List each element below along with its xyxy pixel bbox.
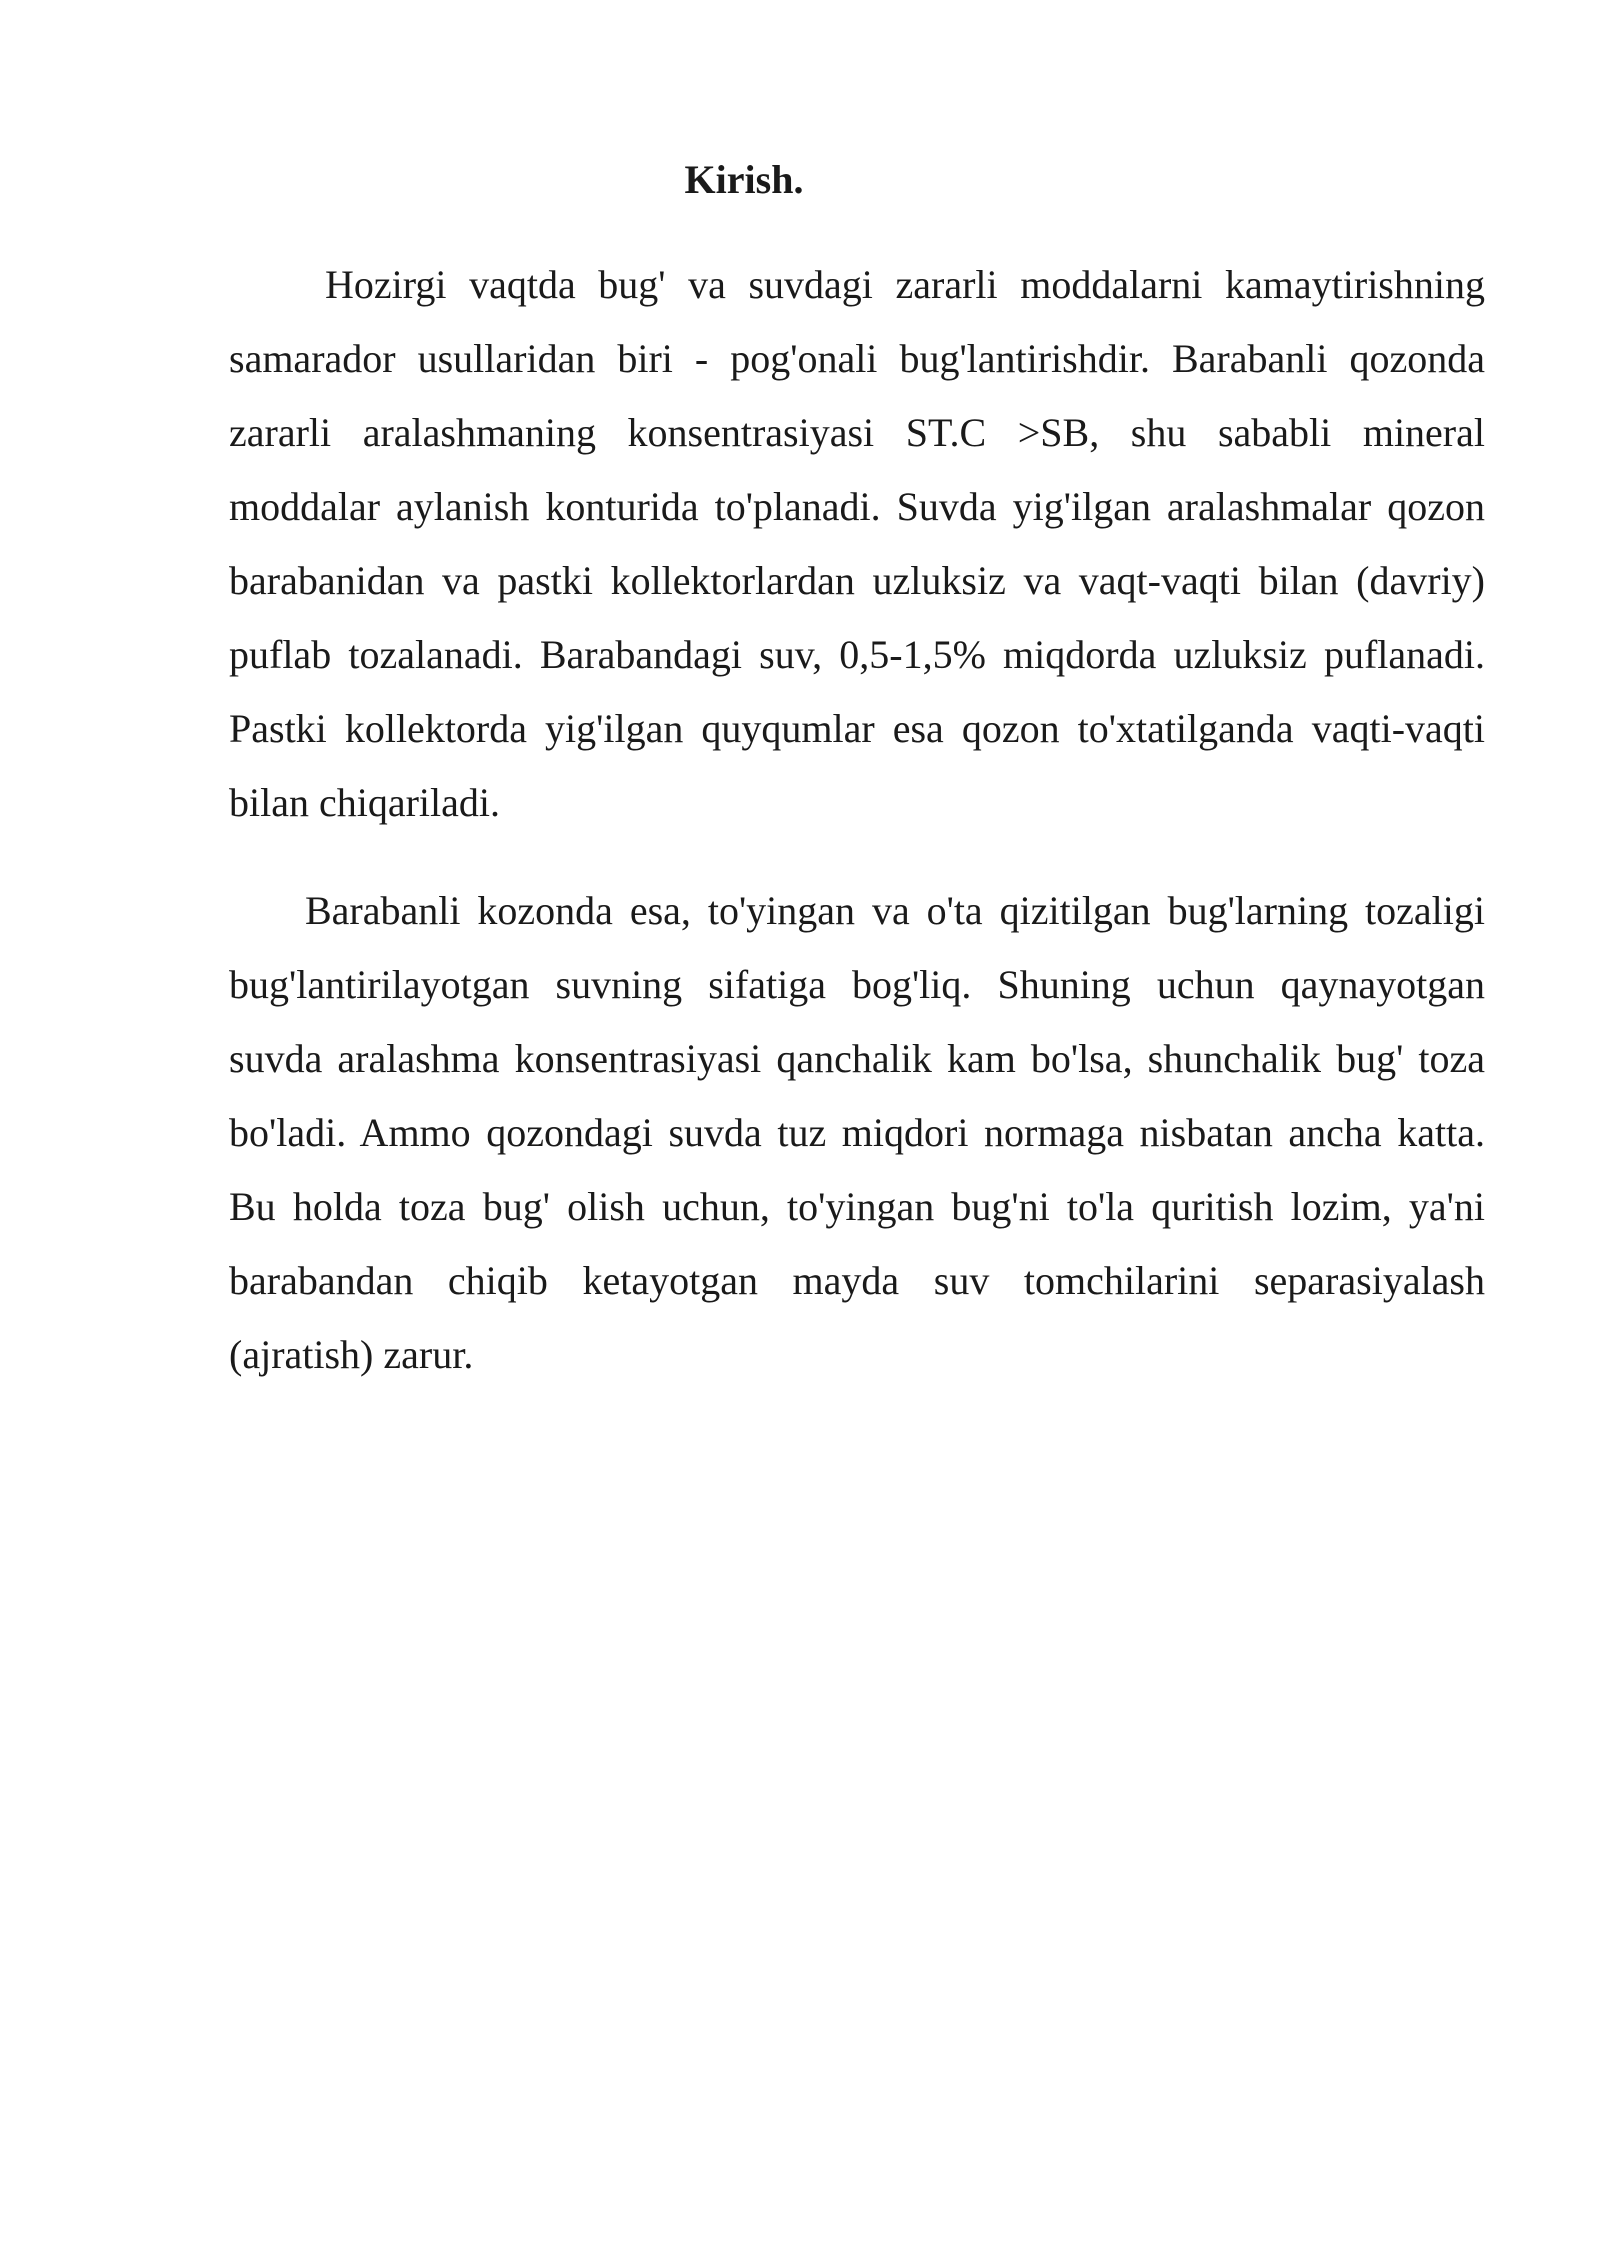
paragraph-2: Barabanli kozonda esa, to'yingan va o'ta qizitilgan bug'larning tozaligi bug'lantirilayotgan suvning sifatiga bog'liq. Shuning uchun qaynayotgan suvda aralashma konsentrasiyasi qanchalik kam bo'lsa, shunchalik bug' toza bo'ladi. Ammo qozondagi suvda tuz miqdori normaga nisbatan ancha katta. Bu holda toza bug' olish uchun, to'yingan bug'ni to'la quritish lozim, ya'ni barabandan chiqib ketayotgan mayda suv tomchilarini separasiyalash (ajratish) zarur.: [229, 888, 1485, 1377]
paragraph-1: Hozirgi vaqtda bug' va suvdagi zararli moddalarni kamaytirishning samarador usullaridan biri - pog'onali bug'lantirishdir. Barabanli qozonda zararli aralashmaning konsentrasiyasi ST.C >SB, shu sababli mineral moddalar aylanish konturida to'planadi. Suvda yig'ilgan aralashmalar qozon barabanidan va pastki kollektorlardan uzluksiz va vaqt-vaqti bilan (davriy) puflab tozalanadi. Barabandagi suv, 0,5-1,5% miqdorda uzluksiz puflanadi. Pastki kollektorda yig'ilgan quyqumlar esa qozon to'xtatilganda vaqti-vaqti bilan chiqariladi.: [229, 262, 1485, 825]
page-title: Kirish.: [684, 157, 804, 202]
